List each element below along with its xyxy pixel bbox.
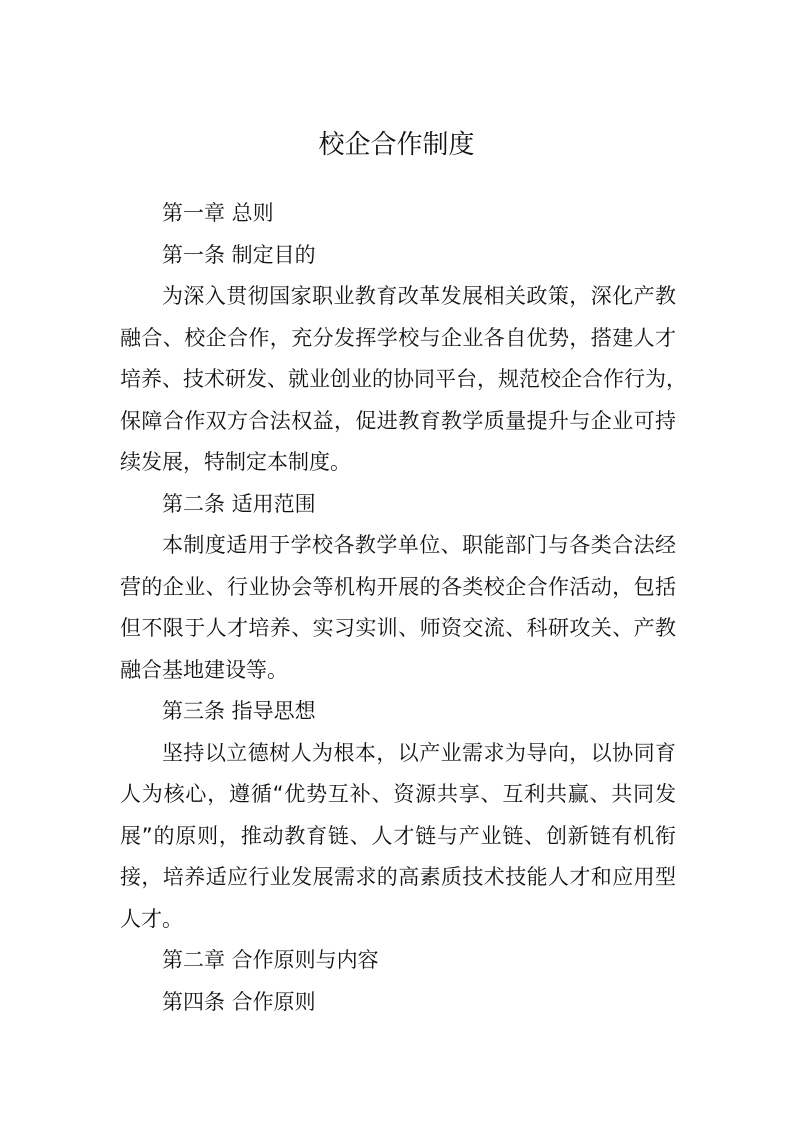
paragraph-line: 人才。: [120, 906, 183, 931]
paragraph-line: 人为核心，遵循“优势互补、资源共享、互利共赢、共同发: [120, 782, 676, 806]
section-heading: 第四条 合作原则: [162, 989, 316, 1014]
paragraph-line: 融合、校企合作，充分发挥学校与企业各自优势，搭建人才: [120, 325, 676, 350]
document-body: [120, 193, 687, 1023]
paragraph-line: 营的企业、行业协会等机构开展的各类校企合作活动，包括: [120, 574, 676, 599]
paragraph-line: 接，培养适应行业发展需求的高素质技术技能人才和应用型: [120, 865, 676, 889]
paragraph-line: 坚持以立德树人为根本，以产业需求为导向，以协同育: [162, 740, 676, 765]
section-heading: 第二条 适用范围: [162, 491, 316, 516]
paragraph-line: 融合基地建设等。: [120, 657, 288, 682]
paragraph-line: 培养、技术研发、就业创业的协同平台，规范校企合作行为，: [120, 367, 687, 391]
section-heading: 第三条 指导思想: [162, 699, 316, 723]
paragraph-line: 保障合作双方合法权益，促进教育教学质量提升与企业可持: [120, 408, 676, 433]
paragraph-line: 展”的原则，推动教育链、人才链与产业链、创新链有机衔: [120, 823, 676, 848]
section-heading: 第一章 总则: [162, 201, 274, 225]
paragraph: [120, 276, 687, 484]
paragraph-line: 为深入贯彻国家职业教育改革发展相关政策，深化产教: [162, 284, 676, 308]
document-title: 校企合作制度: [318, 130, 475, 160]
section-heading: 第二章 合作原则与内容: [162, 948, 379, 972]
paragraph-line: 本制度适用于学校各教学单位、职能部门与各类合法经: [162, 533, 676, 557]
paragraph: [120, 525, 676, 691]
paragraph-line: 但不限于人才培养、实习实训、师资交流、科研攻关、产教: [120, 616, 676, 640]
paragraph-line: 续发展，特制定本制度。: [120, 450, 351, 474]
section-heading: 第一条 制定目的: [162, 242, 316, 267]
paragraph: [120, 733, 676, 941]
